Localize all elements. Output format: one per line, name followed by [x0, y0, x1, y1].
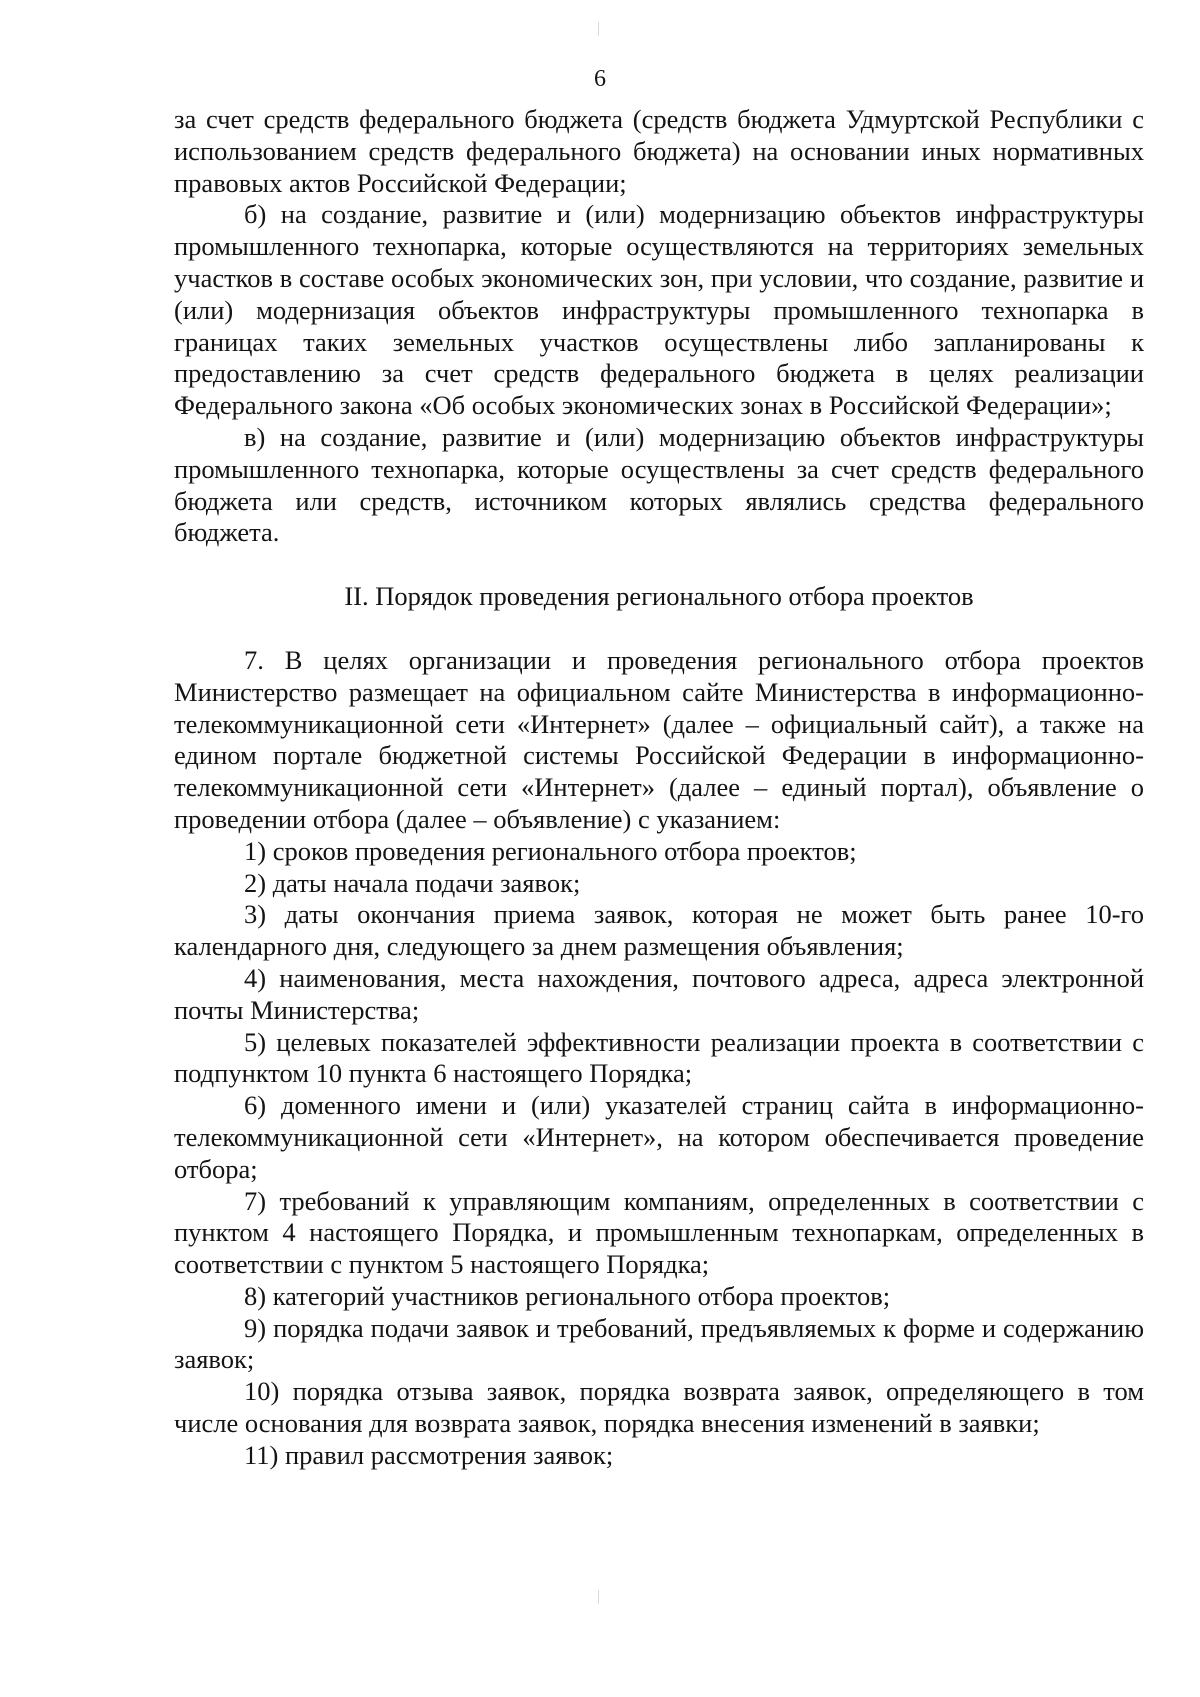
paragraph-clause-7: 7. В целях организации и проведения регионального отбора проектов Министерство размещает на официальном сайте Министерства в информационно-телекоммуникационной сети «Интернет» (далее – официальный сайт), а также на едином портале бюджетной системы Российской Федерации в информационно-телекоммуникационной сети «Интернет» (далее – единый портал), объявление о проведении отбора (далее – объявление) с указанием: — [174, 644, 1144, 834]
scan-fold-mark-bottom — [598, 1590, 599, 1604]
list-item-1: 1) сроков проведения регионального отбора проектов; — [244, 835, 857, 866]
list-item-6: 6) доменного имени и (или) указателей страниц сайта в информационно-телекоммуникационной сети «Интернет», на котором обеспечивается проведение отбора; — [174, 1090, 1144, 1184]
list-item-11: 11) правил рассмотрения заявок; — [244, 1439, 614, 1470]
paragraph-continuation: за счет средств федерального бюджета (средств бюджета Удмуртской Республики с использованием средств федерального бюджета) на основании иных нормативных правовых актов Российской Федерации; — [174, 104, 1144, 198]
list-item-4: 4) наименования, места нахождения, почтового адреса, адреса электронной почты Министерства; — [174, 962, 1144, 1025]
list-item-8: 8) категорий участников регионального отбора проектов; — [244, 1280, 891, 1311]
document-body — [174, 104, 1144, 1472]
list-item-3: 3) даты окончания приема заявок, которая не может быть ранее 10-го календарного дня, следующего за днем размещения объявления; — [174, 899, 1144, 962]
list-item-7: 7) требований к управляющим компаниям, определенных в соответствии с пунктом 4 настоящего Порядка, и промышленным технопаркам, определенных в соответствии с пунктом 5 настоящего Порядка; — [174, 1185, 1144, 1280]
paragraph-item-v: в) на создание, развитие и (или) модернизацию объектов инфраструктуры промышленного технопарка, которые осуществлены за счет средств федерального бюджета или средств, источником которых являлись средства федерального бюджета. — [174, 421, 1144, 548]
section-heading: II. Порядок проведения регионального отбора проектов — [344, 581, 974, 612]
paragraph-item-b: б) на создание, развитие и (или) модернизацию объектов инфраструктуры промышленного технопарка, которые осуществляются на территориях земельных участков в составе особых экономических зон, при условии, что создание, развитие и (или) модернизация объектов инфраструктуры промышленного технопарка в границах таких земельных участков осуществлены либо запланированы к предоставлению за счет средств федерального бюджета в целях реализации Федерального закона «Об особых экономических зонах в Российской Федерации»; — [174, 199, 1144, 421]
list-item-9: 9) порядка подачи заявок и требований, предъявляемых к форме и содержанию заявок; — [174, 1312, 1144, 1375]
scan-fold-mark-top — [598, 22, 599, 36]
list-item-2: 2) даты начала подачи заявок; — [244, 867, 581, 898]
page-number: 6 — [594, 66, 606, 92]
list-item-5: 5) целевых показателей эффективности реализации проекта в соответствии с подпунктом 10 пункта 6 настоящего Порядка; — [174, 1026, 1144, 1089]
list-item-10: 10) порядка отзыва заявок, порядка возврата заявок, определяющего в том числе основания для возврата заявок, порядка внесения изменений в заявки; — [174, 1376, 1144, 1439]
